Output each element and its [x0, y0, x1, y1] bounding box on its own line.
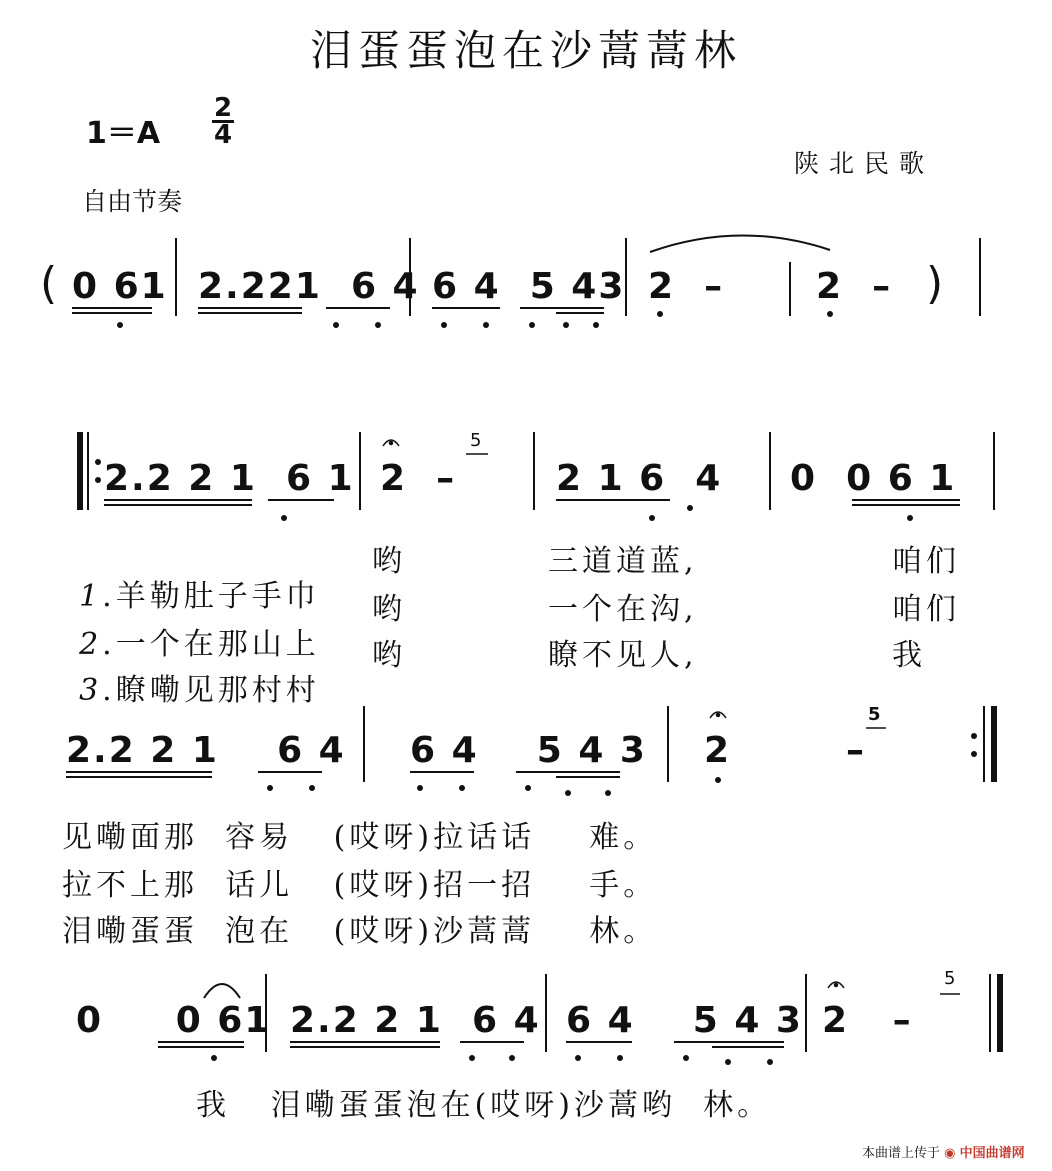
- system4-measure-3: 6 4 5 4 3: [566, 1000, 803, 1041]
- verse-number: 2: [79, 627, 103, 662]
- lyric-yo: 哟: [372, 544, 406, 579]
- lower-octave-dot: [309, 785, 315, 791]
- lyric-end: 咱们: [892, 544, 960, 579]
- system2-measure-3: 2 1 6 4: [556, 458, 723, 499]
- system3-measure-3: 2: [704, 730, 732, 771]
- lower-octave-dot: [575, 1055, 581, 1061]
- repeat-dot: [971, 733, 977, 739]
- grace-note-strokes: [466, 454, 960, 994]
- lower-octave-dot: [281, 515, 287, 521]
- lower-octave-dot: [441, 322, 447, 328]
- lower-octave-dot: [333, 322, 339, 328]
- system4-grace-note: 5: [944, 968, 956, 989]
- lower-octave-dot: [715, 777, 721, 783]
- lyric-mid: 瞭不见人,: [548, 638, 698, 673]
- lower-octave-dot: [683, 1055, 689, 1061]
- intro-open-paren: (: [40, 258, 60, 309]
- system3-measure-2: 6 4 5 4 3: [410, 730, 647, 771]
- lower-octave-dot: [657, 311, 663, 317]
- lower-octave-dot: [605, 790, 611, 796]
- lower-octave-dot: [375, 322, 381, 328]
- lower-octave-dot: [687, 505, 693, 511]
- fermatas: [383, 440, 844, 988]
- system3-measure-1: 2.2 2 1 6 4: [66, 730, 346, 771]
- fermata-dot: [717, 714, 720, 717]
- system3-grace-note: 5: [868, 704, 881, 725]
- system4-measure-4: 2 –: [822, 1000, 913, 1041]
- lower-octave-dot: [565, 790, 571, 796]
- lower-octave-dot: [509, 1055, 515, 1061]
- key-signature: 1＝A: [86, 116, 161, 151]
- lower-octave-dot: [483, 322, 489, 328]
- slurs: [204, 235, 830, 998]
- lyric-end: 咱们: [892, 592, 960, 627]
- lower-octave-dot: [117, 322, 123, 328]
- lyric-end: 我: [892, 638, 926, 673]
- lower-octave-dot: [907, 515, 913, 521]
- duration-underlines: [66, 308, 960, 1047]
- slur: [204, 984, 240, 998]
- barlines: [80, 238, 1000, 1052]
- fermata-dot: [835, 984, 838, 987]
- lower-octave-dot: [267, 785, 273, 791]
- lower-octave-dot: [529, 322, 535, 328]
- footer-brand: 中国曲谱网: [959, 1146, 1025, 1161]
- lyric-mid: 一个在沟,: [548, 592, 698, 627]
- intro-measure-3: 6 4 5 43: [432, 266, 626, 307]
- song-origin: 陕北民歌: [794, 149, 935, 178]
- intro-measure-4: 2 –: [648, 266, 725, 307]
- lyric-yo: 哟: [372, 592, 406, 627]
- system3-measure-4: –: [846, 730, 866, 771]
- octave-dots: [117, 311, 913, 1065]
- lower-octave-dot: [525, 785, 531, 791]
- lyric-left: .瞭嘞见那村村: [102, 673, 320, 708]
- lower-octave-dot: [725, 1059, 731, 1065]
- footer-prefix: 本曲谱上传于: [862, 1146, 941, 1161]
- lyric-yo: 哟: [372, 638, 406, 673]
- lower-octave-dot: [827, 311, 833, 317]
- final-lyric: 我 泪嘞蛋蛋泡在(哎呀)沙蒿哟 林。: [196, 1088, 772, 1123]
- tempo-marking: 自由节奏: [82, 187, 183, 216]
- lower-octave-dot: [563, 322, 569, 328]
- repeat-dots: [95, 459, 977, 757]
- lyric-left: .一个在那山上: [102, 627, 320, 662]
- tie: [650, 235, 830, 252]
- intro-measure-1: 0 61: [72, 266, 168, 307]
- lower-octave-dot: [767, 1059, 773, 1065]
- song-title: 泪蛋蛋泡在沙蒿蒿林: [309, 26, 742, 75]
- system4-measure-1: 0 0 61: [76, 1000, 272, 1041]
- system4-measure-2: 2.2 2 1 6 4: [290, 1000, 541, 1041]
- lower-octave-dot: [593, 322, 599, 328]
- intro-close-paren: ): [926, 258, 946, 309]
- lower-octave-dot: [459, 785, 465, 791]
- repeat-dot: [95, 477, 101, 483]
- system2-grace-note: 5: [470, 430, 482, 451]
- fermata-dot: [390, 442, 393, 445]
- intro-measure-5: 2 –: [816, 266, 893, 307]
- lower-octave-dot: [211, 1055, 217, 1061]
- lower-octave-dot: [617, 1055, 623, 1061]
- lower-octave-dot: [417, 785, 423, 791]
- globe-icon: ◉: [944, 1146, 956, 1161]
- verse-1-line-b: 见嘞面那 容易 (哎呀)拉话话 难。: [62, 820, 658, 855]
- time-signature-top: 2: [213, 93, 233, 123]
- system2-measure-1: 2.2 2 1 6 1: [104, 458, 355, 499]
- repeat-dot: [971, 751, 977, 757]
- repeat-dot: [95, 459, 101, 465]
- time-signature-bottom: 4: [213, 120, 233, 150]
- lower-octave-dot: [469, 1055, 475, 1061]
- lyric-left: .羊勒肚子手巾: [102, 579, 320, 614]
- system2-measure-4: 0 0 6 1: [790, 458, 957, 499]
- verse-3-line-b: 泪嘞蛋蛋 泡在 (哎呀)沙蒿蒿 林。: [62, 914, 658, 949]
- lyric-mid: 三道道蓝,: [548, 544, 698, 579]
- system2-measure-2: 2 –: [380, 458, 457, 499]
- intro-measure-2: 2.221 6 4: [198, 266, 420, 307]
- verse-number: 1: [79, 579, 103, 614]
- verse-2-line-b: 拉不上那 话儿 (哎呀)招一招 手。: [62, 868, 658, 903]
- lower-octave-dot: [649, 515, 655, 521]
- verse-number: 3: [79, 673, 103, 708]
